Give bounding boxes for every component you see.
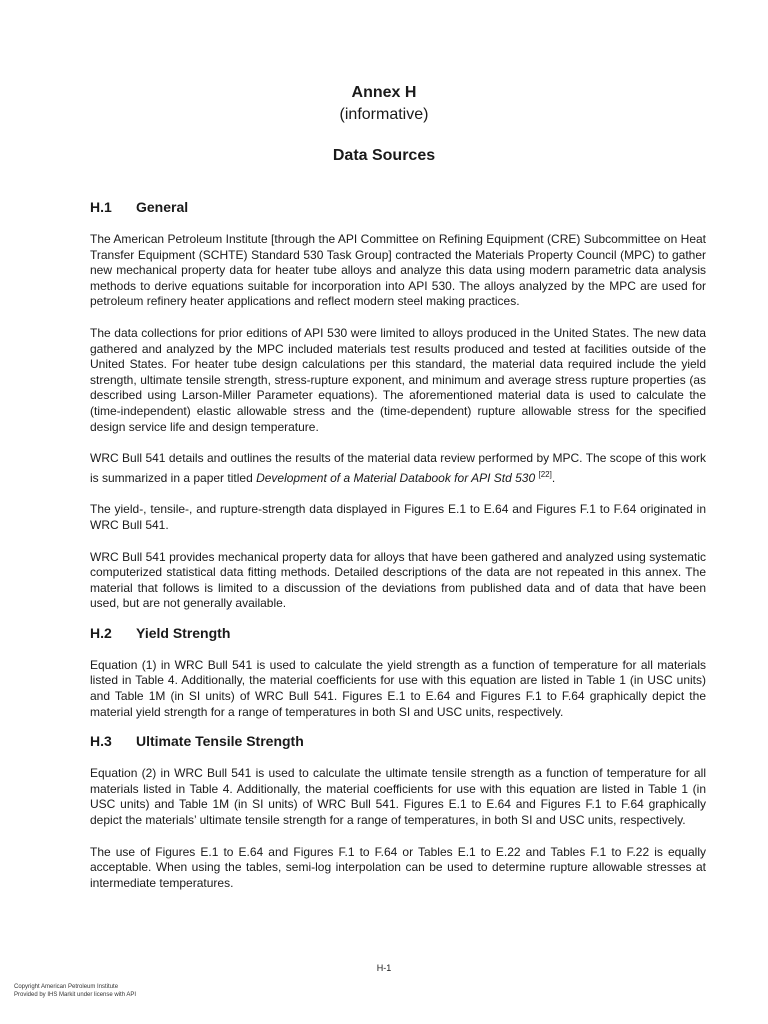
paragraph: Equation (2) in WRC Bull 541 is used to calculate the ultimate tensile strength as a function of temperature for all materials listed in Table 4. Additionally, the material coefficients for use with this equation are listed in Table 1 (in USC units) and Table 1M (in SI units) of WRC Bull 541. Figures E.1 to E.64 and Figures F.1 to F.64 graphically depict the materials’ ultimate tensile strength for a range of temperatures, in both SI and USC units, respectively. bbox=[90, 766, 706, 828]
section-heading-h1 bbox=[90, 198, 706, 220]
section-title: Yield Strength bbox=[136, 624, 231, 641]
section-number: H.3 bbox=[90, 733, 112, 750]
paragraph-text: . bbox=[551, 470, 556, 485]
section-title: Ultimate Tensile Strength bbox=[136, 733, 304, 750]
paragraph: Equation (1) in WRC Bull 541 is used to calculate the yield strength as a function of temperature for all materials listed in Table 4. Additionally, the material coefficients for use with this equation are listed in Table 1 (in USC units) and Table 1M (in SI units) of WRC Bull 541. Figures E.1 to E.64 and Figures F.1 to F.64 graphically depict the material yield strength for a range of temperatures in both SI and USC units, respectively. bbox=[90, 657, 706, 719]
section-number: H.1 bbox=[90, 199, 112, 215]
document-body bbox=[90, 198, 706, 891]
paragraph: The use of Figures E.1 to E.64 and Figures F.1 to F.64 or Tables E.1 to E.22 and Tables F.1 to F.22 is equally acceptable. When using the tables, semi-log interpolation can be used to determine rupture allowable stresses at intermediate temperatures. bbox=[90, 844, 706, 890]
section-title: General bbox=[136, 199, 189, 215]
paragraph-text: WRC Bull 541 details and outlines the results of the material data review performed by MPC. The scope of this work is summarized in a paper titled bbox=[90, 451, 706, 485]
annex-label: Annex H bbox=[351, 84, 417, 101]
copyright-line: Copyright American Petroleum Institute bbox=[14, 984, 119, 990]
paper-title: Development of a Material Databook for API Std 530 bbox=[256, 470, 536, 485]
paragraph: The American Petroleum Institute [through the API Committee on Refining Equipment (CRE) Subcommittee on Heat Transfer Equipment (SCHTE) Standard 530 Task Group] contracted the Materials Property Council (MPC) to gather new mechanical property data for heater tube alloys and analyze this data using modern parametric data analysis methods to derive equations suitable for incorporation into API 530. The alloys analyzed by the MPC are used for petroleum refinery heater applications and reflect modern steel making practices. bbox=[90, 232, 706, 309]
page-number: H-1 bbox=[376, 963, 392, 973]
annex-informative-label: (informative) bbox=[339, 106, 429, 123]
page-title: Data Sources bbox=[332, 147, 436, 164]
copyright-line: Provided by IHS Markit under license with API bbox=[14, 992, 137, 998]
section-heading-h3 bbox=[90, 732, 706, 754]
paragraph: The yield-, tensile-, and rupture-strength data displayed in Figures E.1 to E.64 and Figures F.1 to F.64 originated in WRC Bull 541. bbox=[90, 502, 706, 532]
copyright-notice bbox=[14, 983, 136, 999]
section-number: H.2 bbox=[90, 624, 112, 641]
paragraph: The data collections for prior editions of API 530 were limited to alloys produced in the United States. The new data gathered and analyzed by the MPC included materials test results produced and tested at facilities outside of the United States. For heater tube design calculations per this standard, the material data required include the yield strength, ultimate tensile strength, stress-rupture exponent, and minimum and average stress rupture properties (as described using Larson-Miller Parameter equations). The aforementioned material data is used to calculate the (time-independent) elastic allowable stress and the (time-dependent) rupture allowable stress for the specified design service life and design temperature. bbox=[90, 325, 706, 434]
section-heading-h2 bbox=[90, 624, 706, 646]
paragraph bbox=[90, 451, 706, 486]
reference-marker: [22] bbox=[538, 469, 552, 479]
paragraph: WRC Bull 541 provides mechanical property data for alloys that have been gathered and analyzed using systematic computerized statistical data fitting methods. Detailed descriptions of the data are not repeated in this annex. The material that follows is limited to a discussion of the deviations from published data and of data that have been used, but are not generally available. bbox=[90, 549, 706, 611]
